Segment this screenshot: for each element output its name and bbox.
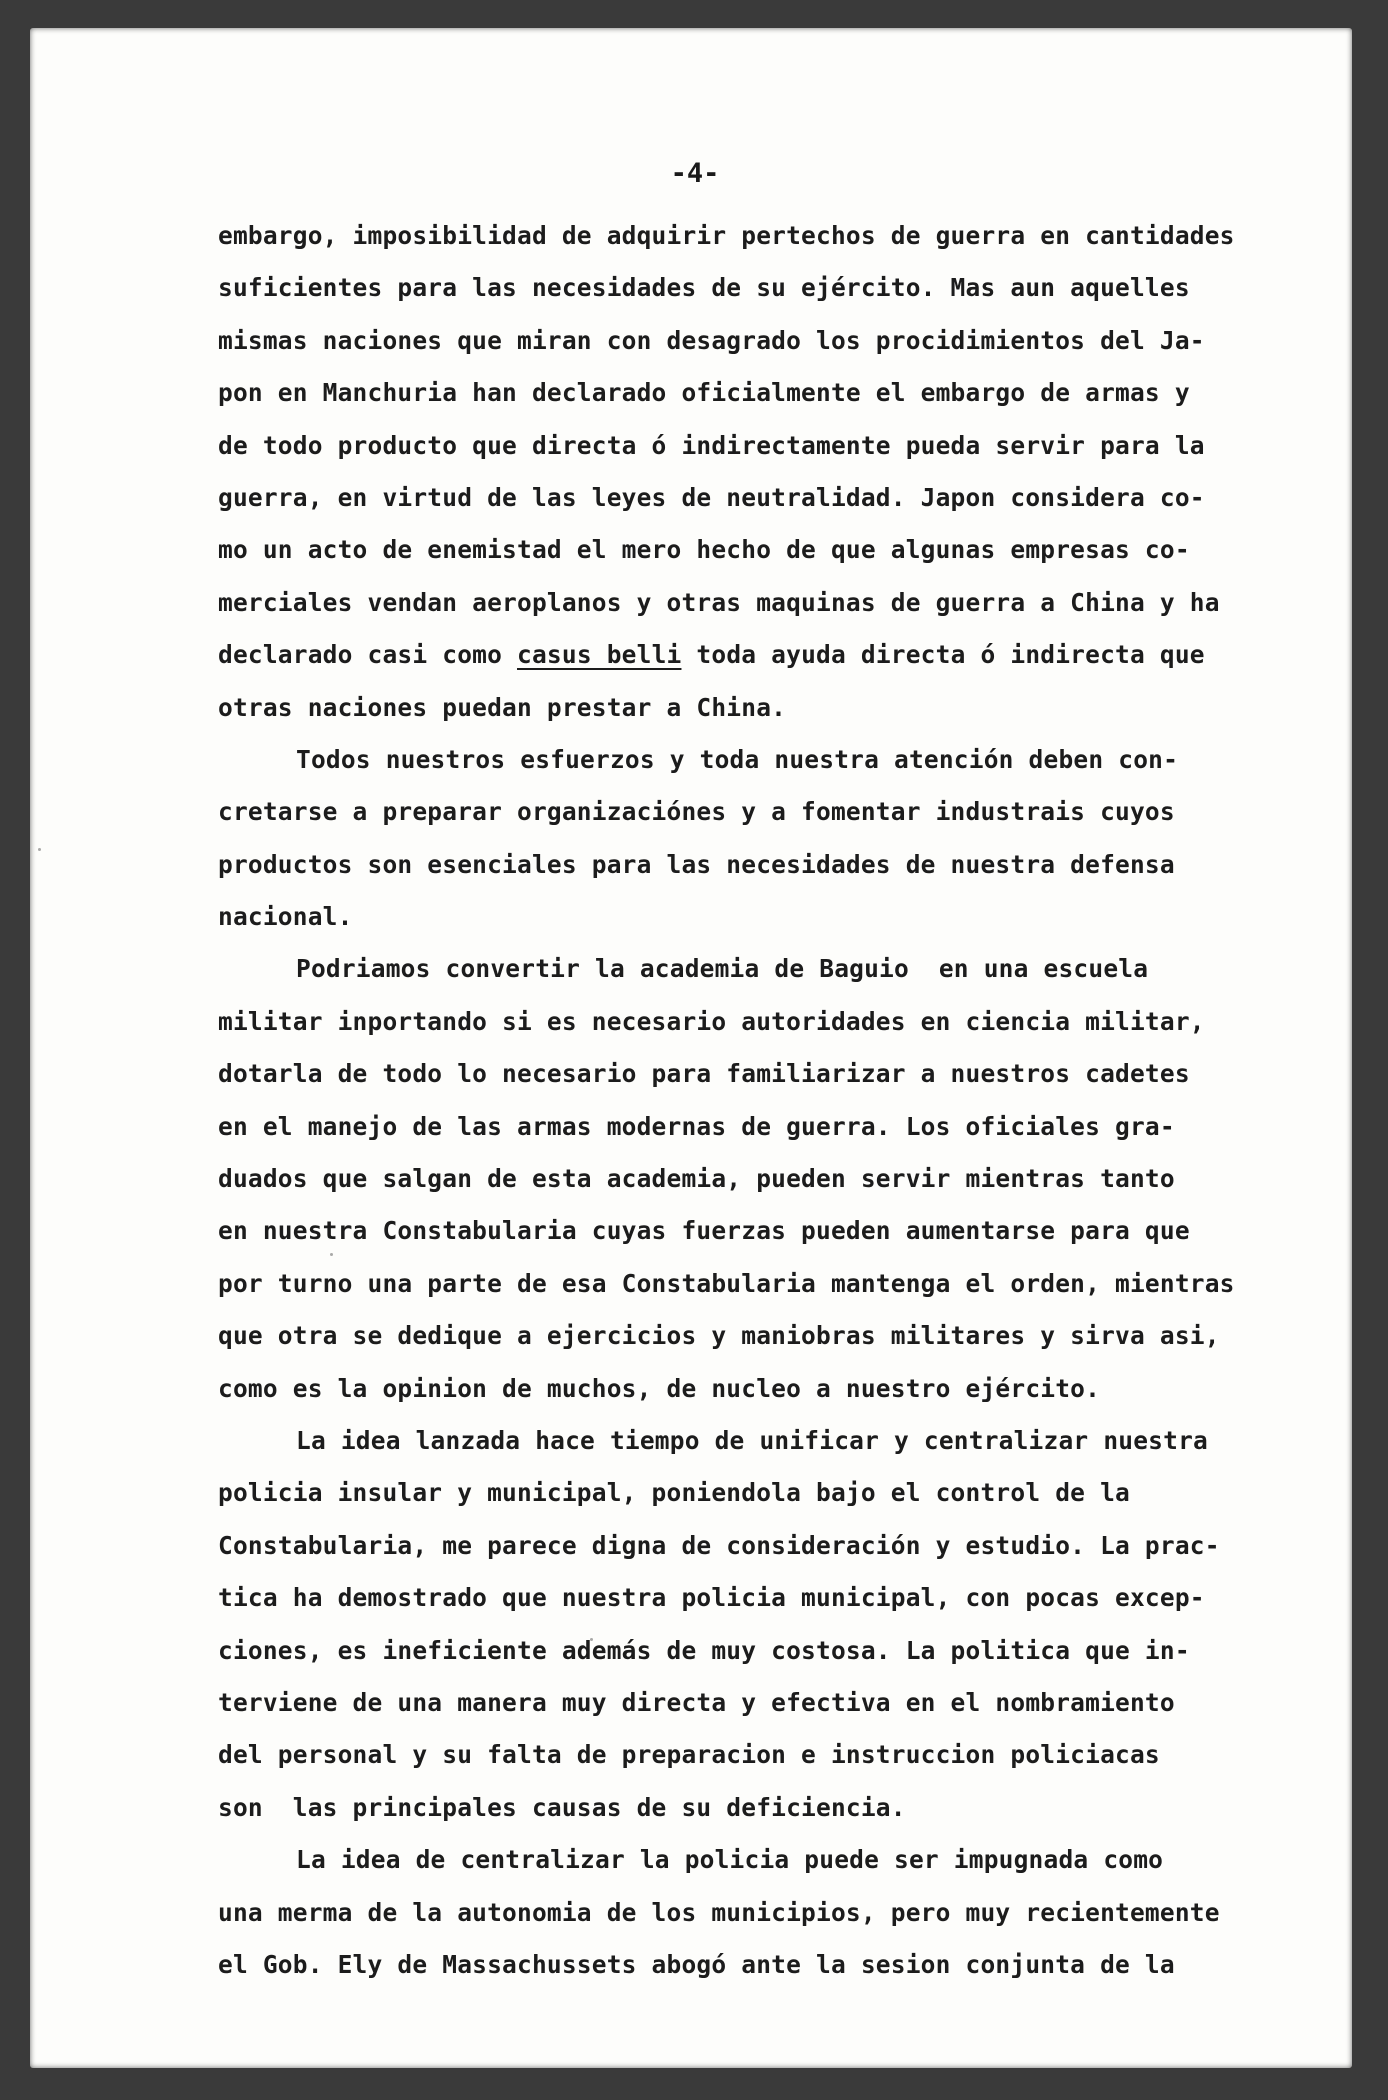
text-line: cretarse a preparar organizaciónes y a fomentar industrais cuyos bbox=[218, 797, 1175, 827]
text-line: una merma de la autonomia de los municipios, pero muy recientemente bbox=[218, 1897, 1220, 1927]
text-line: tica ha demostrado que nuestra policia municipal, con pocas excep- bbox=[218, 1583, 1205, 1613]
paragraph bbox=[218, 734, 1288, 944]
text-line: Constabularia, me parece digna de consideración y estudio. La prac- bbox=[218, 1530, 1220, 1560]
text-line: ciones, es ineficiente además de muy costosa. La politica que in- bbox=[218, 1635, 1190, 1665]
text-line: declarado casi como casus belli toda ayuda directa ó indirecta que bbox=[218, 640, 1205, 670]
text-line: duados que salgan de esta academia, pueden servir mientras tanto bbox=[218, 1164, 1175, 1194]
text-line: en el manejo de las armas modernas de guerra. Los oficiales gra- bbox=[218, 1111, 1175, 1141]
underlined-phrase: casus belli bbox=[517, 640, 682, 670]
text-line: policia insular y municipal, poniendola bajo el control de la bbox=[218, 1478, 1130, 1508]
text-line: en nuestra Constabularia cuyas fuerzas pueden aumentarse para que bbox=[218, 1216, 1190, 1246]
text-line: embargo, imposibilidad de adquirir pertechos de guerra en cantidades bbox=[218, 221, 1235, 250]
text-line: mismas naciones que miran con desagrado los procidimientos del Ja- bbox=[218, 325, 1205, 355]
text-line: suficientes para las necesidades de su ejército. Mas aun aquelles bbox=[218, 273, 1190, 303]
text-line: La idea lanzada hace tiempo de unificar y centralizar nuestra bbox=[296, 1425, 1208, 1455]
text-line: mo un acto de enemistad el mero hecho de que algunas empresas co- bbox=[218, 535, 1190, 565]
text-line: por turno una parte de esa Constabularia mantenga el orden, mientras bbox=[218, 1268, 1235, 1298]
text-line: guerra, en virtud de las leyes de neutralidad. Japon considera co- bbox=[218, 482, 1205, 512]
paragraph bbox=[218, 943, 1288, 1415]
text-line: Todos nuestros esfuerzos y toda nuestra atención deben con- bbox=[296, 744, 1179, 774]
text-line: Podriamos convertir la academia de Baguio en una escuela bbox=[296, 954, 1149, 984]
text-line: el Gob. Ely de Massachussets abogó ante la sesion conjunta de la bbox=[218, 1949, 1175, 1979]
text-line: como es la opinion de muchos, de nucleo a nuestro ejército. bbox=[218, 1373, 1101, 1403]
page-number: -4- bbox=[670, 158, 720, 189]
paragraph bbox=[218, 1415, 1288, 1834]
text-line: terviene de una manera muy directa y efectiva en el nombramiento bbox=[218, 1687, 1175, 1717]
text-line: otras naciones puedan prestar a China. bbox=[218, 692, 787, 722]
text-line: militar inportando si es necesario autoridades en ciencia militar, bbox=[218, 1006, 1205, 1036]
paragraph bbox=[218, 210, 1288, 734]
text-line: merciales vendan aeroplanos y otras maquinas de guerra a China y ha bbox=[218, 587, 1220, 617]
paragraph bbox=[218, 1834, 1288, 1991]
text-line: La idea de centralizar la policia puede ser impugnada como bbox=[296, 1845, 1164, 1875]
text-line: son las principales causas de su deficiencia. bbox=[218, 1792, 906, 1822]
text-line: nacional. bbox=[218, 902, 353, 932]
scan-speck bbox=[38, 848, 41, 851]
document-body bbox=[218, 210, 1288, 1991]
text-line: pon en Manchuria han declarado oficialmente el embargo de armas y bbox=[218, 378, 1190, 408]
text-line: de todo producto que directa ó indirectamente pueda servir para la bbox=[218, 430, 1205, 460]
text-line: del personal y su falta de preparacion e instruccion policiacas bbox=[218, 1740, 1160, 1770]
text-line: productos son esenciales para las necesidades de nuestra defensa bbox=[218, 849, 1175, 879]
text-line: dotarla de todo lo necesario para familiarizar a nuestros cadetes bbox=[218, 1059, 1190, 1089]
text-line: que otra se dedique a ejercicios y maniobras militares y sirva asi, bbox=[218, 1321, 1220, 1351]
